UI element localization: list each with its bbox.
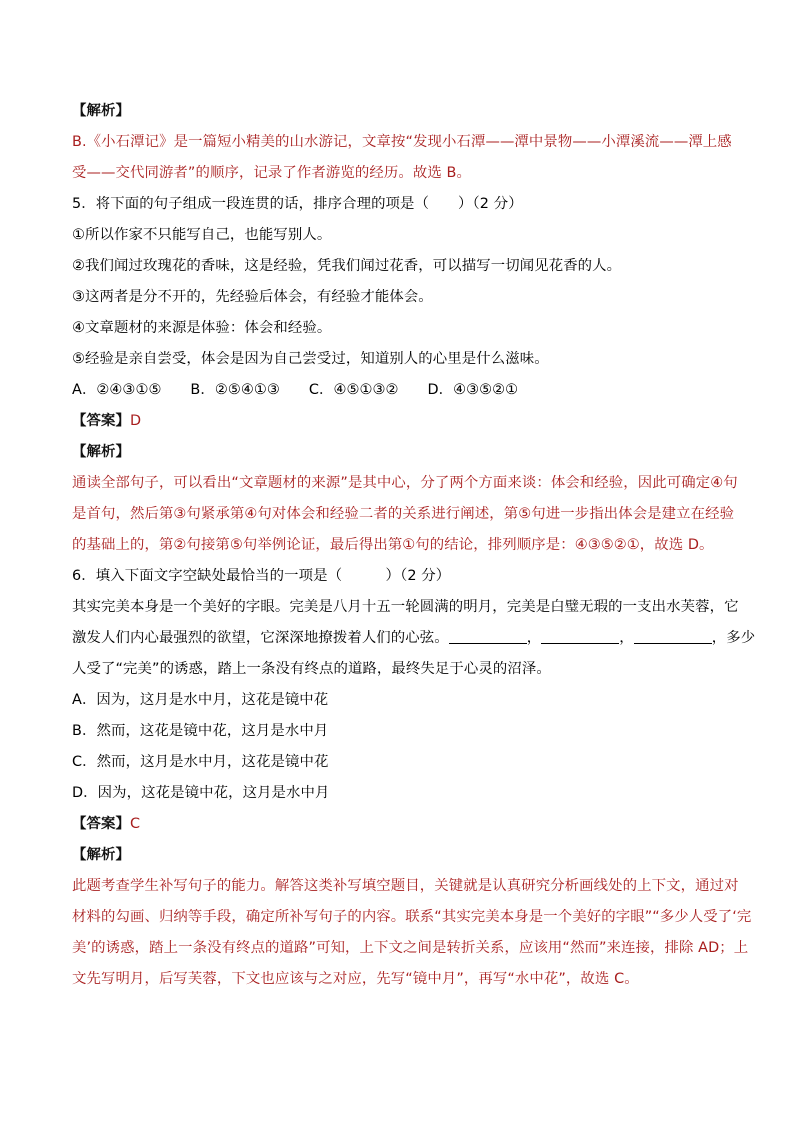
- q5-explanation-line-2: 是首句，然后第③句紧承第④句对体会和经验二者的关系进行阐述，第⑤句进一步指出体会是建立在经验: [72, 506, 735, 522]
- q5-explanation-line-3: 的基础上的，第②句接第⑤句举例论证，最后得出第①句的结论，排列顺序是：④③⑤②①，故选 D。: [72, 537, 714, 553]
- q5-sentence-5: ⑤经验是亲自尝受，体会是因为自己尝受过，知道别人的心里是什么滋味。: [72, 351, 549, 367]
- q6-option-a: A．因为，这月是水中月，这花是镜中花: [72, 692, 329, 708]
- q5-sentence-1: ①所以作家不只能写自己，也能写别人。: [72, 227, 332, 243]
- blank-separator-1: ，: [526, 630, 542, 646]
- q6-explanation-line-4: 文先写明月，后写芙蓉，下文也应该与之对应，先写“镜中月”，再写“水中花”，故选 C。: [72, 971, 639, 987]
- q5-explanation-line-1: 通读全部句子，可以看出“文章题材的来源”是其中心，分了两个方面来谈：体会和经验，因此可确定④句: [72, 475, 738, 491]
- q6-passage-line-2-tail: ，多少: [711, 630, 756, 646]
- q5-answer: [72, 406, 732, 437]
- q6-explanation-line-3: 美’的诱惑，踏上一条没有终点的道路”可知，上下文之间是转折关系，应该用“然而”来连接，排除 AD；上: [72, 940, 749, 956]
- q6-answer-value: C: [129, 816, 141, 832]
- q5-sentence-3: ③这两者是分不开的，先经验后体会，有经验才能体会。: [72, 289, 433, 305]
- q6-explanation-line-2: 材料的勾画、归纳等手段，确定所补写句子的内容。联系“其实完美本身是一个美好的字眼”“多少人受了‘完: [72, 909, 752, 925]
- q6-passage-line-3: 人受了“完美”的诱惑，踏上一条没有终点的道路，最终失足于心灵的沼泽。: [72, 661, 551, 677]
- q5-sentence-2: ②我们闻过玫瑰花的香味，这是经验，凭我们闻过花香，可以描写一切闻见花香的人。: [72, 258, 622, 274]
- q5-answer-value: D: [129, 413, 142, 429]
- q6-passage-line-2: [72, 623, 756, 654]
- q6-explanation-tag: 【解析】: [72, 847, 130, 863]
- q4-explanation-tag: 【解析】: [72, 103, 130, 119]
- q6-explanation-line-1: 此题考查学生补写句子的能力。解答这类补写填空题目，关键就是认真研究分析画线处的上下文，通过对: [72, 878, 739, 894]
- fill-blank-3: [634, 629, 712, 644]
- q4-explanation-line-1: B.《小石潭记》是一篇短小精美的山水游记，文章按“发现小石潭——潭中景物——小潭溪流——潭上感: [72, 134, 732, 150]
- q6-stem: 6．填入下面文字空缺处最恰当的一项是（ ）（2 分）: [72, 568, 451, 584]
- q6-passage-line-1: 其实完美本身是一个美好的字眼。完美是八月十五一轮圆满的明月，完美是白璧无瑕的一支出水芙蓉，它: [72, 599, 739, 615]
- fill-blank-1: [449, 629, 527, 644]
- q5-options: A．②④③①⑤ B．②⑤④①③ C．④⑤①③② D．④③⑤②①: [72, 382, 519, 398]
- q6-passage-line-2-text: 激发人们内心最强烈的欲望，它深深地撩拨着人们的心弦。: [72, 630, 449, 646]
- fill-blank-2: [541, 629, 619, 644]
- blank-separator-2: ，: [619, 630, 634, 646]
- q6-option-b: B．然而，这花是镜中花，这月是水中月: [72, 723, 329, 739]
- q5-stem: 5．将下面的句子组成一段连贯的话，排序合理的项是（ ）（2 分）: [72, 196, 523, 212]
- document-page: [72, 96, 756, 995]
- q6-option-c: C．然而，这月是水中月，这花是镜中花: [72, 754, 329, 770]
- q5-answer-tag: 【答案】: [72, 413, 130, 429]
- q6-answer-tag: 【答案】: [72, 816, 130, 832]
- q5-sentence-4: ④文章题材的来源是体验：体会和经验。: [72, 320, 332, 336]
- q4-explanation-line-2: 受——交代同游者”的顺序，记录了作者游览的经历。故选 B。: [72, 165, 471, 181]
- q6-answer: [72, 809, 732, 840]
- q5-explanation-tag: 【解析】: [72, 444, 130, 460]
- q6-option-d: D．因为，这花是镜中花，这月是水中月: [72, 785, 330, 801]
